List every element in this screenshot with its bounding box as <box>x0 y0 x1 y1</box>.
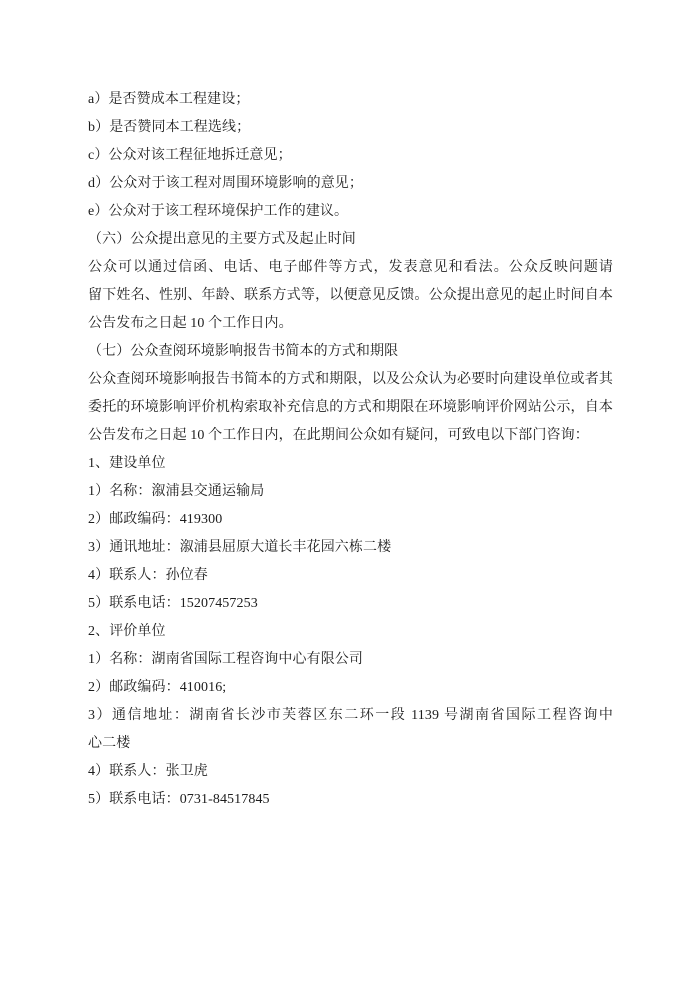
survey-options-list <box>88 86 613 226</box>
option-c: c）公众对该工程征地拆迁意见； <box>88 148 292 163</box>
construction-unit-name: 1）名称：溆浦县交通运输局 <box>88 484 265 499</box>
evaluation-unit-phone: 5）联系电话：0731-84517845 <box>88 792 270 807</box>
construction-unit-heading: 1、建设单位 <box>88 456 166 471</box>
construction-unit-postal: 2）邮政编码：419300 <box>88 512 223 527</box>
section-six-line-2: 留下姓名、性别、年龄、联系方式等，以便意见反馈。公众提出意见的起止时间自本 <box>88 288 613 303</box>
section-seven-line-2: 委托的环境影响评价机构索取补充信息的方式和期限在环境影响评价网站公示，自本 <box>88 400 613 415</box>
construction-unit-phone: 5）联系电话：15207457253 <box>88 596 258 611</box>
construction-unit-address: 3）通讯地址：溆浦县屈原大道长丰花园六栋二楼 <box>88 540 392 555</box>
evaluation-unit-address-line-2: 心二楼 <box>88 736 131 751</box>
option-b: b）是否赞同本工程选线； <box>88 120 251 135</box>
section-seven-line-3: 公告发布之日起 10 个工作日内，在此期间公众如有疑问，可致电以下部门咨询： <box>88 428 589 443</box>
evaluation-unit-postal: 2）邮政编码：410016; <box>88 680 227 695</box>
section-six-line-1: 公众可以通过信函、电话、电子邮件等方式，发表意见和看法。公众反映问题请 <box>88 260 613 275</box>
document-content <box>88 86 613 814</box>
option-a: a）是否赞成本工程建设； <box>88 92 250 107</box>
section-seven-line-1: 公众查阅环境影响报告书简本的方式和期限，以及公众认为必要时向建设单位或者其 <box>88 372 613 387</box>
option-e: e）公众对于该工程环境保护工作的建议。 <box>88 204 349 219</box>
evaluation-unit-address-line-1: 3）通信地址：湖南省长沙市芙蓉区东二环一段 1139 号湖南省国际工程咨询中 <box>88 708 613 723</box>
section-six <box>88 226 613 338</box>
construction-unit-contact <box>88 450 613 618</box>
section-seven <box>88 338 613 450</box>
evaluation-unit-name: 1）名称：湖南省国际工程咨询中心有限公司 <box>88 652 363 667</box>
evaluation-unit-contact <box>88 618 613 814</box>
evaluation-unit-heading: 2、评价单位 <box>88 624 166 639</box>
section-six-line-3: 公告发布之日起 10 个工作日内。 <box>88 316 293 331</box>
section-six-heading: （六）公众提出意见的主要方式及起止时间 <box>88 232 356 247</box>
section-seven-heading: （七）公众查阅环境影响报告书简本的方式和期限 <box>88 344 399 359</box>
construction-unit-contact-person: 4）联系人：孙位春 <box>88 568 208 583</box>
evaluation-unit-contact-person: 4）联系人：张卫虎 <box>88 764 208 779</box>
option-d: d）公众对于该工程对周围环境影响的意见； <box>88 176 363 191</box>
